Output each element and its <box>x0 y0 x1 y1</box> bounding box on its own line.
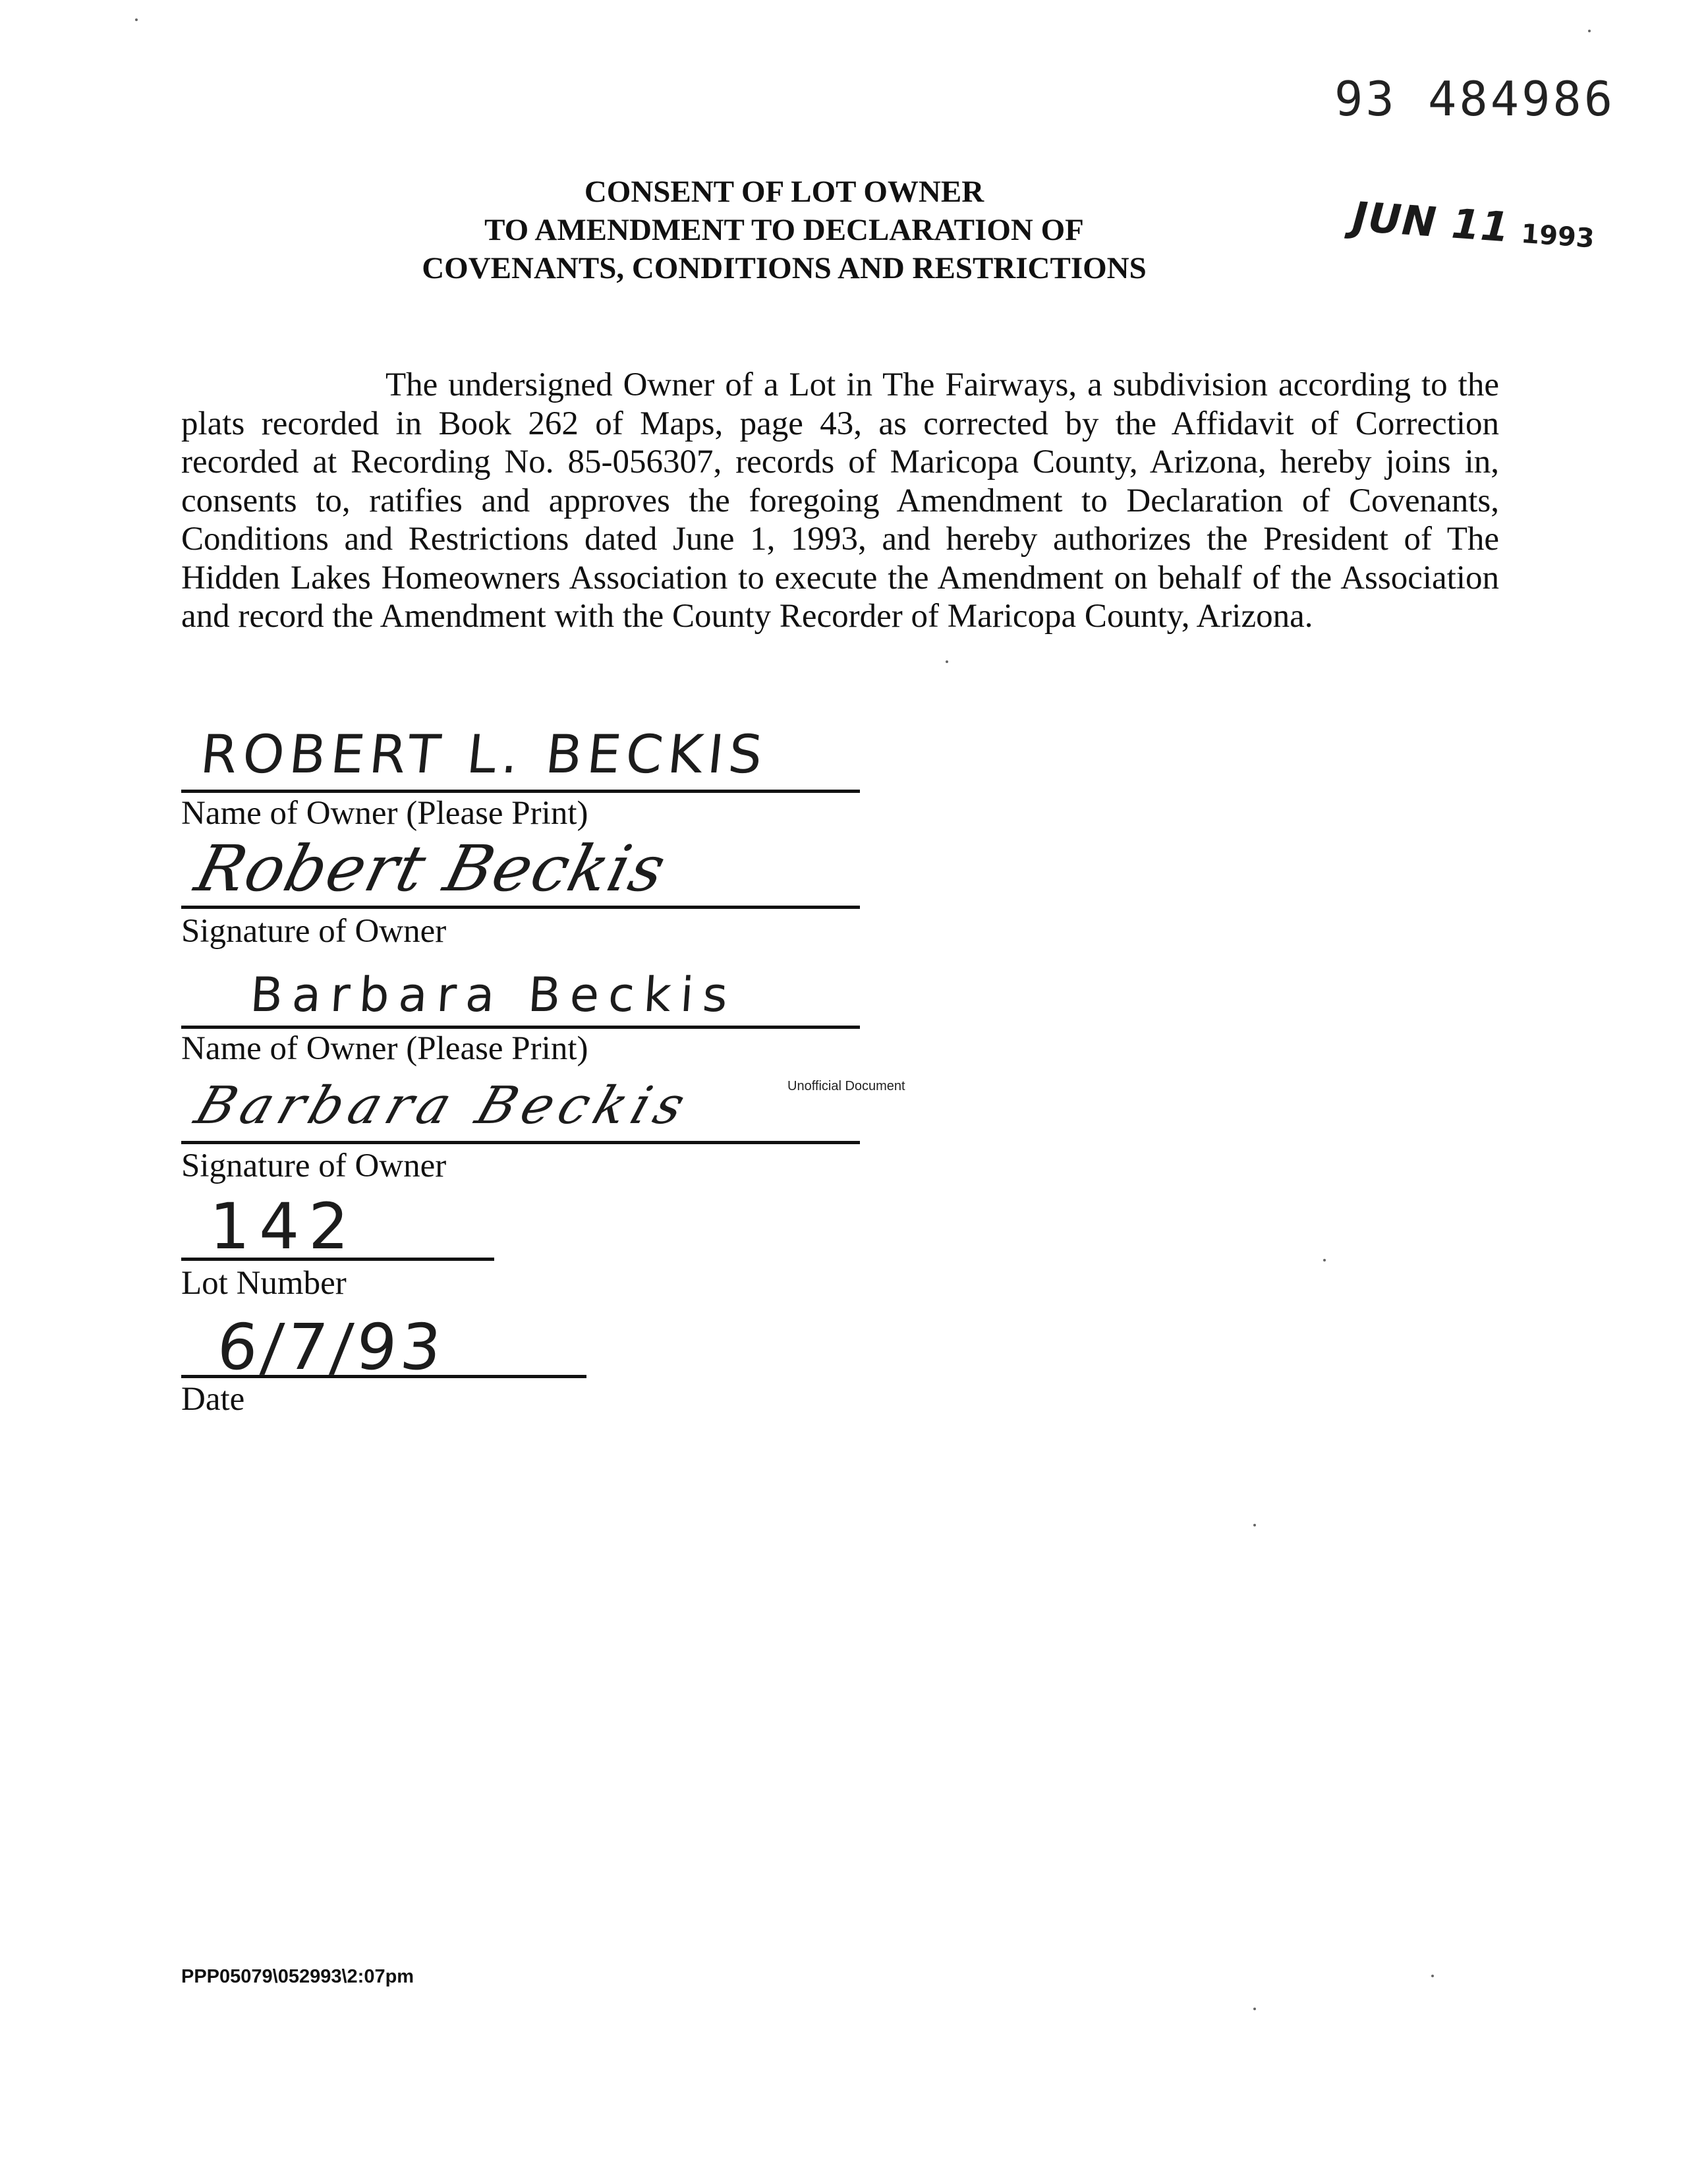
owner2-signature-line <box>181 1141 860 1144</box>
owner1-name-value: ROBERT L. BECKIS <box>198 724 771 785</box>
scan-speck <box>1431 1975 1434 1977</box>
owner1-name-label: Name of Owner (Please Print) <box>181 795 588 832</box>
owner1-signature: Robert Beckis <box>188 832 674 906</box>
title-line-2: TO AMENDMENT TO DECLARATION OF <box>484 213 1084 247</box>
recording-number: 93 484986 <box>1334 71 1616 127</box>
scan-speck <box>946 660 948 663</box>
date-label: Date <box>181 1381 245 1418</box>
scan-speck <box>135 18 138 21</box>
date-value: 6/7/93 <box>214 1310 448 1384</box>
document-title <box>369 173 1199 287</box>
date-line <box>181 1375 586 1378</box>
lot-number-line <box>181 1258 494 1261</box>
owner2-signature: Barbara Beckis <box>188 1076 699 1136</box>
owner1-signature-label: Signature of Owner <box>181 913 447 950</box>
stamp-month-day: JUN 11 <box>1350 192 1512 252</box>
unofficial-document-watermark: Unofficial Document <box>787 1079 905 1093</box>
lot-number-value: 142 <box>210 1190 358 1263</box>
document-footer-code: PPP05079\052993\2:07pm <box>181 1966 414 1987</box>
title-line-3: COVENANTS, CONDITIONS AND RESTRICTIONS <box>422 251 1147 285</box>
consent-paragraph: The undersigned Owner of a Lot in The Fairways, a subdivision according to the plats recorded in Book 262 of Maps, page 43, as corrected by the Affidavit of Correction recorded at Recording No. 85-056307, records of Maricopa County, Arizona, hereby joins in, consents to, ratifies and approves the foregoing Amendment to Declaration of Covenants, Conditions and Restrictions dated June 1, 1993, and hereby authorizes the President of The Hidden Lakes Homeowners Association to execute the Amendment on behalf of the Association and record the Amendment with the County Recorder of Maricopa County, Arizona. <box>181 366 1499 635</box>
lot-number-label: Lot Number <box>181 1265 347 1302</box>
scan-speck <box>1253 2008 1256 2010</box>
owner2-name-line <box>181 1026 860 1029</box>
received-date-stamp <box>1350 192 1596 257</box>
owner1-signature-line <box>181 906 860 909</box>
title-line-1: CONSENT OF LOT OWNER <box>584 175 984 209</box>
scan-speck <box>1323 1259 1326 1262</box>
owner2-signature-label: Signature of Owner <box>181 1147 447 1184</box>
owner1-name-line <box>181 790 860 793</box>
owner2-name-label: Name of Owner (Please Print) <box>181 1030 588 1067</box>
stamp-year: 1993 <box>1520 218 1596 254</box>
scan-speck <box>1253 1524 1256 1526</box>
scan-speck <box>1588 30 1591 32</box>
owner2-name-value: Barbara Beckis <box>248 967 739 1022</box>
